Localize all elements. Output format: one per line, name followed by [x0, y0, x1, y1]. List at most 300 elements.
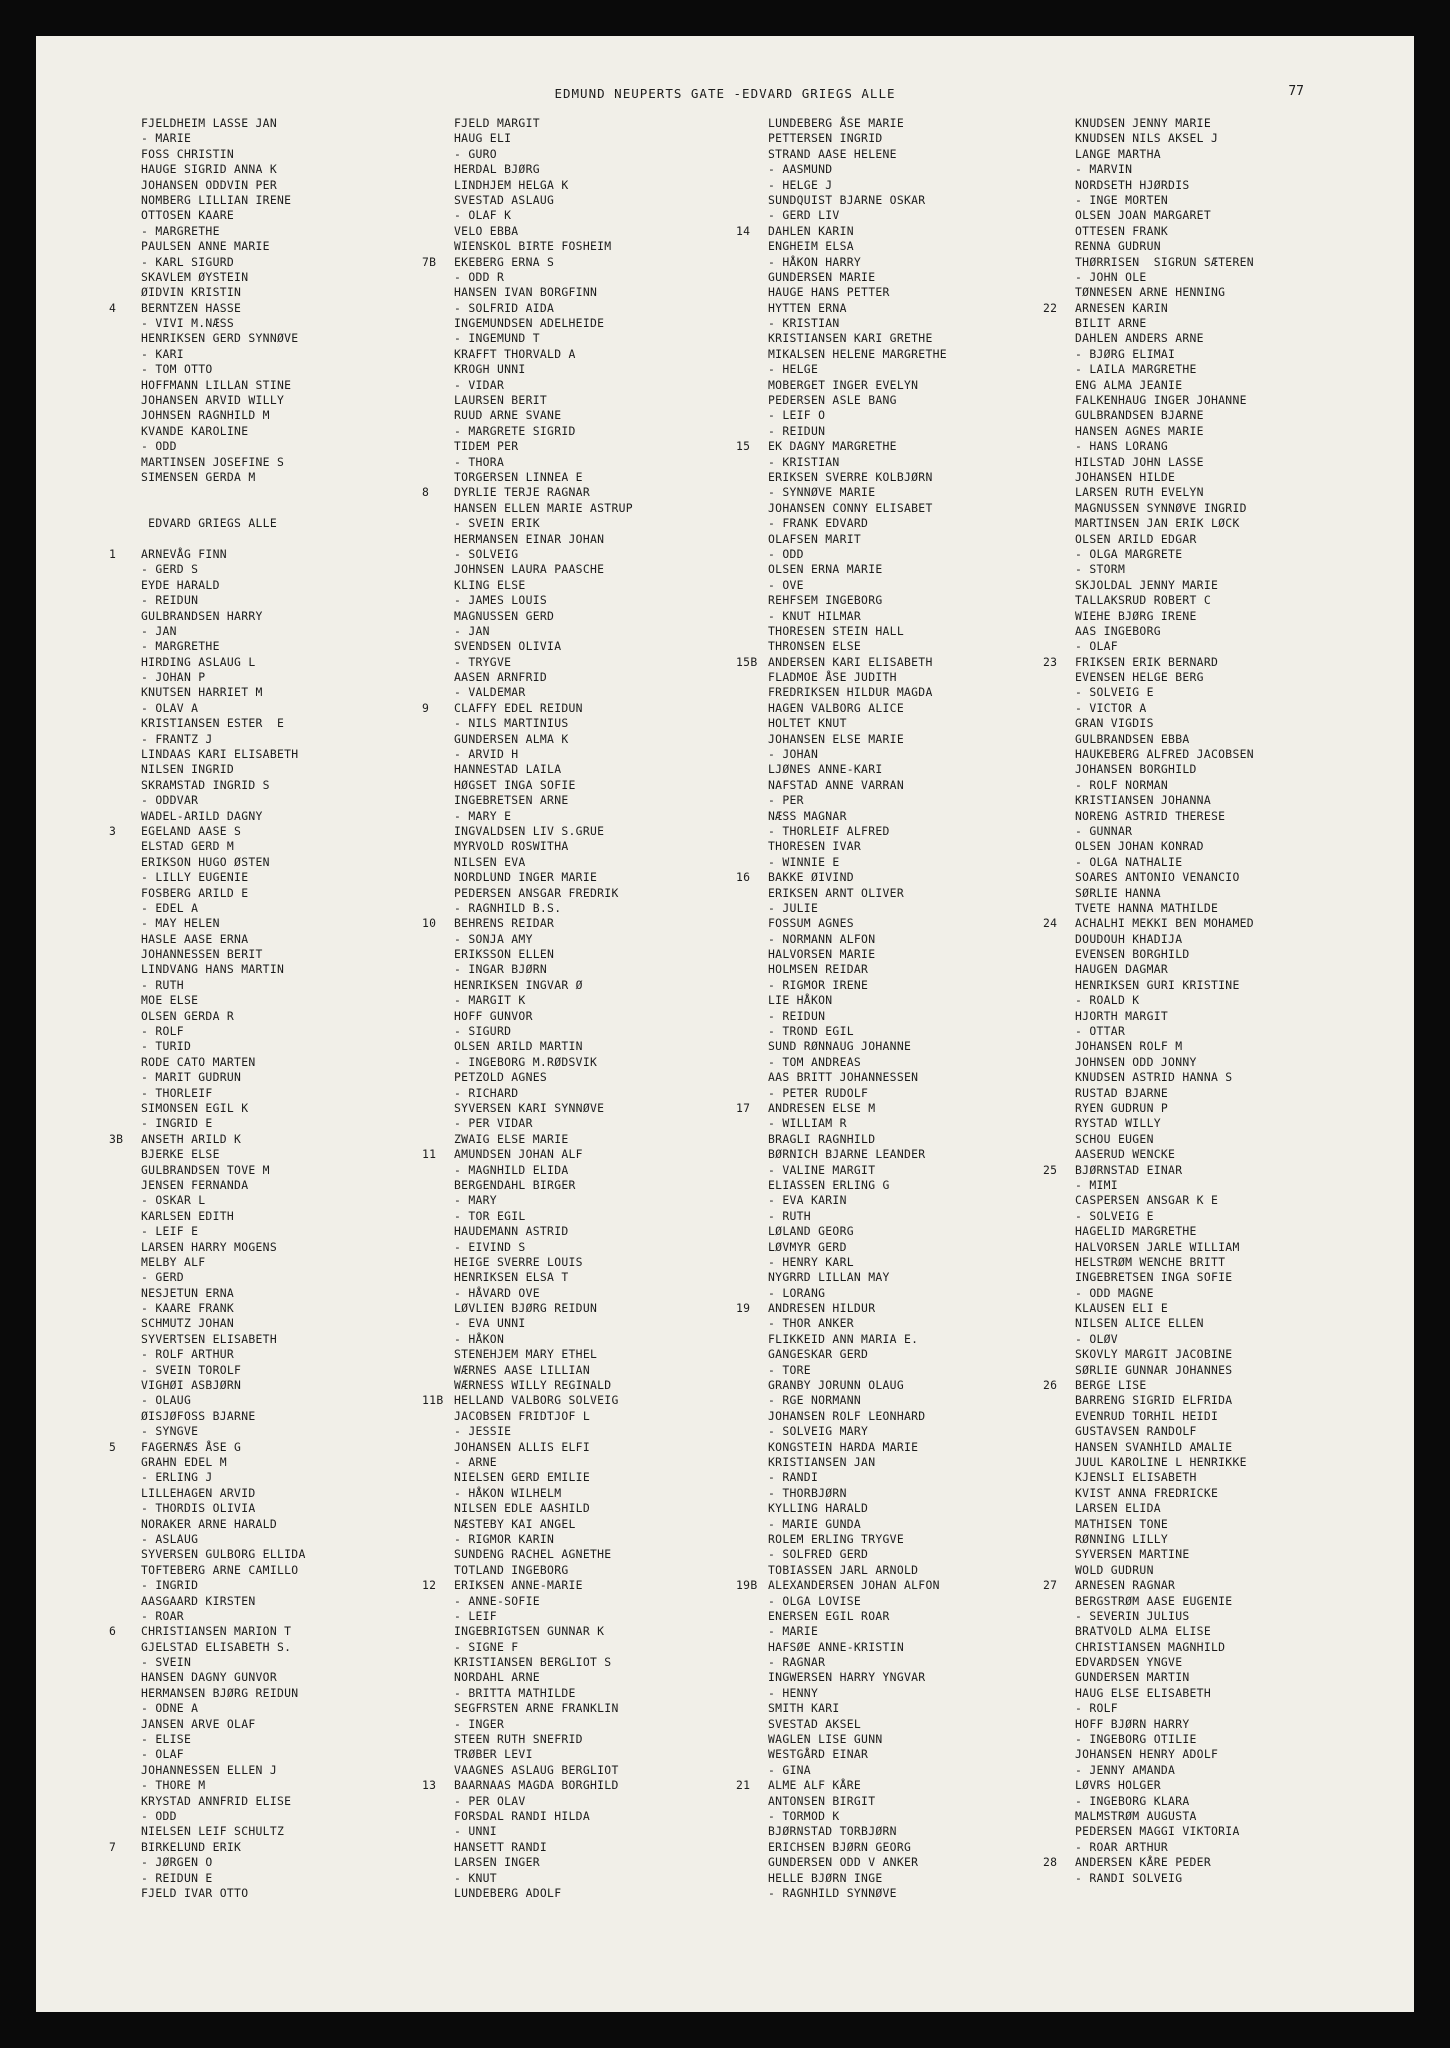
- list-item: [768, 716, 947, 731]
- resident-name: NESJETUN ERNA: [141, 1285, 235, 1300]
- resident-name: FORSDAL RANDI HILDA: [454, 1808, 590, 1823]
- list-item: [454, 901, 633, 916]
- list-item: [1075, 732, 1254, 747]
- resident-name: STENEHJEM MARY ETHEL: [454, 1347, 598, 1362]
- list-item: [1075, 1532, 1254, 1547]
- list-item: [454, 424, 633, 439]
- resident-name: - THORDIS OLIVIA: [141, 1501, 256, 1516]
- list-item: [1043, 1378, 1254, 1393]
- house-number: [736, 1563, 768, 1578]
- list-item: [141, 516, 306, 531]
- house-number: [422, 993, 454, 1008]
- list-item: [1075, 1070, 1254, 1085]
- house-number: 24: [1043, 916, 1058, 931]
- house-number: [1043, 393, 1075, 408]
- list-item: [768, 1393, 947, 1408]
- house-number: [1043, 147, 1075, 162]
- resident-name: CHRISTIANSEN MARION T: [141, 1624, 292, 1639]
- house-number: [109, 778, 141, 793]
- list-item: [454, 809, 633, 824]
- house-number: [736, 1424, 768, 1439]
- list-item: [141, 1286, 306, 1301]
- list-item: [454, 1840, 633, 1855]
- resident-name: - INGRID: [141, 1578, 199, 1593]
- list-item: [768, 1116, 947, 1131]
- house-number: [422, 1332, 454, 1347]
- list-item: [736, 439, 947, 454]
- resident-name: LINDVANG HANS MARTIN: [141, 962, 285, 977]
- house-number: [736, 285, 768, 300]
- resident-name: - RIGMOR KARIN: [454, 1531, 555, 1546]
- house-number: [109, 1409, 141, 1424]
- list-item: [141, 1824, 306, 1839]
- resident-name: FALKENHAUG INGER JOHANNE: [1075, 393, 1247, 408]
- resident-name: JOHANSEN ODDVIN PER: [141, 177, 277, 192]
- house-number: [109, 1594, 141, 1609]
- resident-name: NAFSTAD ANNE VARRAN: [768, 777, 904, 792]
- resident-name: EVENRUD TORHIL HEIDI: [1075, 1408, 1219, 1423]
- resident-name: KRISTIANSEN JAN: [768, 1454, 876, 1469]
- list-item: [454, 131, 633, 146]
- list-item: [1075, 208, 1254, 223]
- list-item: [141, 1717, 306, 1732]
- list-item: [141, 1409, 306, 1424]
- house-number: [422, 1163, 454, 1178]
- house-number: [1043, 685, 1075, 700]
- list-item: [141, 131, 306, 146]
- resident-name: - OLGA MARGRETE: [1075, 546, 1183, 561]
- list-item: [454, 793, 633, 808]
- house-number: [736, 1609, 768, 1624]
- house-number: [736, 1624, 768, 1639]
- list-item: [422, 1393, 633, 1408]
- house-number: [109, 1055, 141, 1070]
- house-number: [422, 716, 454, 731]
- house-number: [422, 116, 454, 131]
- house-number: [422, 1009, 454, 1024]
- resident-name: JUUL KAROLINE L HENRIKKE: [1075, 1454, 1247, 1469]
- list-item: [768, 1855, 947, 1870]
- resident-name: - JAMES LOUIS: [454, 593, 548, 608]
- resident-name: - RUTH: [141, 977, 184, 992]
- house-number: [422, 1039, 454, 1054]
- list-item: [141, 1747, 306, 1762]
- list-item: [454, 1316, 633, 1331]
- resident-name: ERIKSEN ARNT OLIVER: [768, 885, 904, 900]
- list-item: [141, 408, 306, 423]
- house-number: [109, 439, 141, 454]
- list-item: [768, 393, 947, 408]
- list-item: [454, 1301, 633, 1316]
- resident-name: - KARI: [141, 346, 184, 361]
- list-item: [454, 593, 633, 608]
- resident-name: JANSEN ARVE OLAF: [141, 1716, 256, 1731]
- list-item: [768, 1532, 947, 1547]
- house-number: [736, 1286, 768, 1301]
- list-item: [1075, 1409, 1254, 1424]
- resident-name: NYGRRD LILLAN MAY: [768, 1270, 890, 1285]
- resident-name: - REIDUN E: [141, 1870, 213, 1885]
- house-number: [1043, 1101, 1075, 1116]
- house-number: [1043, 255, 1075, 270]
- list-item: [141, 193, 306, 208]
- house-number: [109, 1809, 141, 1824]
- list-item: [454, 732, 633, 747]
- list-item: [1075, 1024, 1254, 1039]
- house-number: [109, 316, 141, 331]
- house-number: [736, 532, 768, 547]
- list-item: [768, 455, 947, 470]
- resident-name: HAUG ELI: [454, 131, 512, 146]
- house-number: [736, 1794, 768, 1809]
- list-item: [141, 1670, 306, 1685]
- resident-name: KRISTIANSEN ESTER E: [141, 716, 285, 731]
- house-number: [1043, 609, 1075, 624]
- resident-name: - TORMOD K: [768, 1808, 840, 1823]
- resident-name: - THORLEIF: [141, 1085, 213, 1100]
- resident-name: - SOLVEIG E: [1075, 685, 1154, 700]
- house-number: [109, 1193, 141, 1208]
- house-number: [1043, 809, 1075, 824]
- list-item: [1075, 1794, 1254, 1809]
- list-item: [768, 1824, 947, 1839]
- list-item: [1075, 1193, 1254, 1208]
- house-number: [1043, 1501, 1075, 1516]
- resident-name: HANNESTAD LAILA: [454, 762, 562, 777]
- list-item: [109, 546, 306, 562]
- list-item: [768, 501, 947, 516]
- resident-name: SUND RØNNAUG JOHANNE: [768, 1039, 912, 1054]
- list-item: [768, 1270, 947, 1285]
- list-item: [141, 1655, 306, 1670]
- house-number: [109, 501, 141, 516]
- resident-name: INGVALDSEN LIV S.GRUE: [454, 823, 605, 838]
- list-item: [768, 1763, 947, 1778]
- resident-name: AAS INGEBORG: [1075, 623, 1161, 638]
- house-number: [422, 532, 454, 547]
- house-number: [1043, 1316, 1075, 1331]
- list-item: [1075, 455, 1254, 470]
- house-number: [422, 1732, 454, 1747]
- house-number: [736, 378, 768, 393]
- house-number: [109, 886, 141, 901]
- resident-name: - SIGNE F: [454, 1639, 519, 1654]
- resident-name: WIENSKOL BIRTE FOSHEIM: [454, 239, 612, 254]
- house-number: [736, 1009, 768, 1024]
- list-item: [768, 1316, 947, 1331]
- list-item: [768, 747, 947, 762]
- house-number: [736, 1086, 768, 1101]
- house-number: [109, 1486, 141, 1501]
- resident-name: KARLSEN EDITH: [141, 1208, 235, 1223]
- list-item: [736, 870, 947, 885]
- list-item: [141, 609, 306, 624]
- house-number: [422, 162, 454, 177]
- list-item: [1075, 1840, 1254, 1855]
- house-number: [1043, 285, 1075, 300]
- list-item: [1075, 1224, 1254, 1239]
- resident-name: - ASLAUG: [141, 1531, 199, 1546]
- house-number: [1043, 1763, 1075, 1778]
- house-number: [736, 470, 768, 485]
- list-item: [768, 1286, 947, 1301]
- list-item: [141, 747, 306, 762]
- resident-name: KYLLING HARALD: [768, 1501, 869, 1516]
- resident-name: - MARIT GUDRUN: [141, 1070, 242, 1085]
- house-number: [109, 1070, 141, 1085]
- resident-name: KONGSTEIN HARDA MARIE: [768, 1439, 919, 1454]
- resident-name: WÆRNESS WILLY REGINALD: [454, 1378, 612, 1393]
- house-number: [736, 1640, 768, 1655]
- list-item: [454, 1409, 633, 1424]
- house-number: [736, 578, 768, 593]
- list-item: [141, 962, 306, 977]
- resident-name: GULBRANDSEN BJARNE: [1075, 408, 1204, 423]
- resident-name: WÆRNES AASE LILLIAN: [454, 1362, 590, 1377]
- house-number: [422, 1624, 454, 1639]
- list-item: [454, 1039, 633, 1054]
- list-item: [768, 1809, 947, 1824]
- resident-name: - LEIF O: [768, 408, 826, 423]
- resident-name: KVIST ANNA FREDRICKE: [1075, 1485, 1219, 1500]
- list-item: [1075, 1563, 1254, 1578]
- house-number: [1043, 532, 1075, 547]
- house-number: [422, 809, 454, 824]
- resident-name: HANSEN AGNES MARIE: [1075, 423, 1204, 438]
- house-number: [1043, 1655, 1075, 1670]
- list-item: [1075, 1132, 1254, 1147]
- house-number: [109, 1424, 141, 1439]
- list-item: [1075, 1393, 1254, 1408]
- list-item: [1075, 932, 1254, 947]
- house-number: [422, 1470, 454, 1485]
- list-item: [454, 393, 633, 408]
- resident-name: - GERD LIV: [768, 208, 840, 223]
- resident-name: BERGENDAHL BIRGER: [454, 1177, 576, 1192]
- house-number: [422, 1209, 454, 1224]
- resident-name: FJELD MARGIT: [454, 116, 540, 130]
- list-item: [422, 254, 633, 270]
- resident-name: - PER: [768, 793, 804, 808]
- resident-name: SKOVLY MARGIT JACOBINE: [1075, 1347, 1233, 1362]
- list-item: [454, 1116, 633, 1131]
- list-item: [768, 532, 947, 547]
- house-number: [109, 1886, 141, 1901]
- resident-name: - MARGRETHE: [141, 223, 220, 238]
- list-item: [1075, 1147, 1254, 1162]
- resident-name: - JULIE: [768, 900, 819, 915]
- resident-name: - JAN: [141, 623, 177, 638]
- resident-name: NILSEN ALICE ELLEN: [1075, 1316, 1204, 1331]
- resident-name: - JESSIE: [454, 1424, 512, 1439]
- resident-name: NILSEN EVA: [454, 854, 526, 869]
- house-number: [422, 685, 454, 700]
- house-number: 26: [1043, 1378, 1058, 1393]
- list-item: [1075, 1440, 1254, 1455]
- house-number: [1043, 962, 1075, 977]
- list-item: [454, 1501, 633, 1516]
- list-item: [141, 1024, 306, 1039]
- house-number: [1043, 593, 1075, 608]
- list-item: [141, 1871, 306, 1886]
- house-number: [1043, 116, 1075, 131]
- house-number: [736, 485, 768, 500]
- list-item: [768, 978, 947, 993]
- list-item: [1043, 1578, 1254, 1593]
- house-number: [736, 1255, 768, 1270]
- list-item: [768, 1086, 947, 1101]
- resident-name: HAUKEBERG ALFRED JACOBSEN: [1075, 747, 1254, 762]
- list-item: [141, 1455, 306, 1470]
- house-number: [1043, 901, 1075, 916]
- house-number: [736, 1039, 768, 1054]
- list-item: [454, 978, 633, 993]
- list-item: [1075, 1609, 1254, 1624]
- resident-name: JOHANSEN BORGHILD: [1075, 762, 1197, 777]
- resident-name: BRAGLI RAGNHILD: [768, 1131, 876, 1146]
- list-item: [141, 1547, 306, 1562]
- resident-name: - LEIF E: [141, 1224, 199, 1239]
- resident-name: - RUTH: [768, 1208, 811, 1223]
- list-item: [454, 455, 633, 470]
- list-item: [454, 501, 633, 516]
- house-number: [736, 255, 768, 270]
- list-item: [768, 732, 947, 747]
- house-number: [1043, 1024, 1075, 1039]
- list-item: [1075, 1086, 1254, 1101]
- list-item: [1075, 624, 1254, 639]
- list-item: [454, 178, 633, 193]
- resident-name: ARNESEN RAGNAR: [1075, 1578, 1176, 1593]
- resident-name: - ARVID H: [454, 747, 519, 762]
- resident-name: - KRISTIAN: [768, 316, 840, 331]
- resident-name: HOFF BJØRN HARRY: [1075, 1716, 1190, 1731]
- list-item: [1075, 1594, 1254, 1609]
- resident-name: - THORA: [454, 454, 505, 469]
- list-item: [454, 331, 633, 346]
- house-number: [736, 1486, 768, 1501]
- house-number: [422, 578, 454, 593]
- house-number: [1043, 1424, 1075, 1439]
- house-number: [736, 147, 768, 162]
- house-number: [736, 1732, 768, 1747]
- house-number: [736, 316, 768, 331]
- house-number: [109, 193, 141, 208]
- list-item: [141, 1116, 306, 1131]
- resident-name: SCHMUTZ JOHAN: [141, 1316, 235, 1331]
- resident-name: - MAY HELEN: [141, 916, 220, 931]
- resident-name: - GERD S: [141, 562, 199, 577]
- house-number: [422, 516, 454, 531]
- house-number: 21: [736, 1778, 751, 1793]
- resident-name: FREDRIKSEN HILDUR MAGDA: [768, 685, 933, 700]
- list-item: [141, 1563, 306, 1578]
- resident-name: LARSEN ELIDA: [1075, 1501, 1161, 1516]
- list-item: [736, 1101, 947, 1116]
- house-number: [1043, 855, 1075, 870]
- list-item: [768, 193, 947, 208]
- house-number: [422, 1547, 454, 1562]
- house-number: [736, 1824, 768, 1839]
- list-item: [141, 1486, 306, 1501]
- resident-name: WADEL-ARILD DAGNY: [141, 808, 263, 823]
- resident-name: KNUDSEN ASTRID HANNA S: [1075, 1070, 1233, 1085]
- resident-name: - ODNE A: [141, 1701, 199, 1716]
- list-item: [141, 1424, 306, 1439]
- list-item: [141, 1578, 306, 1593]
- resident-name: - NILS MARTINIUS: [454, 716, 569, 731]
- list-item: [141, 1193, 306, 1208]
- resident-name: MOBERGET INGER EVELYN: [768, 377, 919, 392]
- resident-name: LINDHJEM HELGA K: [454, 177, 569, 192]
- list-item: [454, 1547, 633, 1562]
- resident-name: EGELAND AASE S: [141, 823, 242, 838]
- list-item: [1043, 654, 1254, 670]
- resident-name: - TOM OTTO: [141, 362, 213, 377]
- list-item: [141, 978, 306, 993]
- resident-name: ACHALHI MEKKI BEN MOHAMED: [1075, 916, 1254, 931]
- resident-name: KRISTIANSEN JOHANNA: [1075, 793, 1211, 808]
- house-number: [736, 1809, 768, 1824]
- house-number: [736, 516, 768, 531]
- house-number: [1043, 562, 1075, 577]
- house-number: 10: [422, 916, 437, 931]
- resident-name: - PER OLAV: [454, 1793, 526, 1808]
- resident-name: HØGSET INGA SOFIE: [454, 777, 576, 792]
- resident-name: - SVEIN ERIK: [454, 516, 540, 531]
- resident-name: HIRDING ASLAUG L: [141, 654, 256, 669]
- resident-name: INGEBRETSEN ARNE: [454, 793, 569, 808]
- house-number: [109, 1332, 141, 1347]
- resident-name: - KRISTIAN: [768, 454, 840, 469]
- resident-name: OLSEN JOAN MARGARET: [1075, 208, 1211, 223]
- house-number: [1043, 1009, 1075, 1024]
- list-item: [141, 886, 306, 901]
- house-number: [1043, 1178, 1075, 1193]
- resident-name: - OLAUG: [141, 1393, 192, 1408]
- house-number: [736, 809, 768, 824]
- resident-name: - OLAF: [1075, 639, 1118, 654]
- house-number: [109, 839, 141, 854]
- house-number: [422, 1517, 454, 1532]
- list-item: [141, 670, 306, 685]
- house-number: [736, 778, 768, 793]
- resident-name: OLSEN ARILD EDGAR: [1075, 531, 1197, 546]
- house-number: [109, 855, 141, 870]
- list-item: [768, 1655, 947, 1670]
- house-number: [422, 1686, 454, 1701]
- house-number: [1043, 1270, 1075, 1285]
- list-item: [768, 1070, 947, 1085]
- list-item: [109, 1839, 306, 1855]
- resident-name: SCHOU EUGEN: [1075, 1131, 1154, 1146]
- list-item: [141, 116, 306, 131]
- house-number: [736, 301, 768, 316]
- house-number: [736, 331, 768, 346]
- resident-name: HELLE BJØRN INGE: [768, 1870, 883, 1885]
- house-number: [1043, 732, 1075, 747]
- house-number: [109, 716, 141, 731]
- house-number: [1043, 1532, 1075, 1547]
- list-item: [768, 1886, 947, 1901]
- list-item: [768, 408, 947, 423]
- list-item: [1075, 1363, 1254, 1378]
- house-number: [109, 1101, 141, 1116]
- house-number: [736, 424, 768, 439]
- house-number: [736, 408, 768, 423]
- house-number: [422, 886, 454, 901]
- house-number: [736, 1547, 768, 1562]
